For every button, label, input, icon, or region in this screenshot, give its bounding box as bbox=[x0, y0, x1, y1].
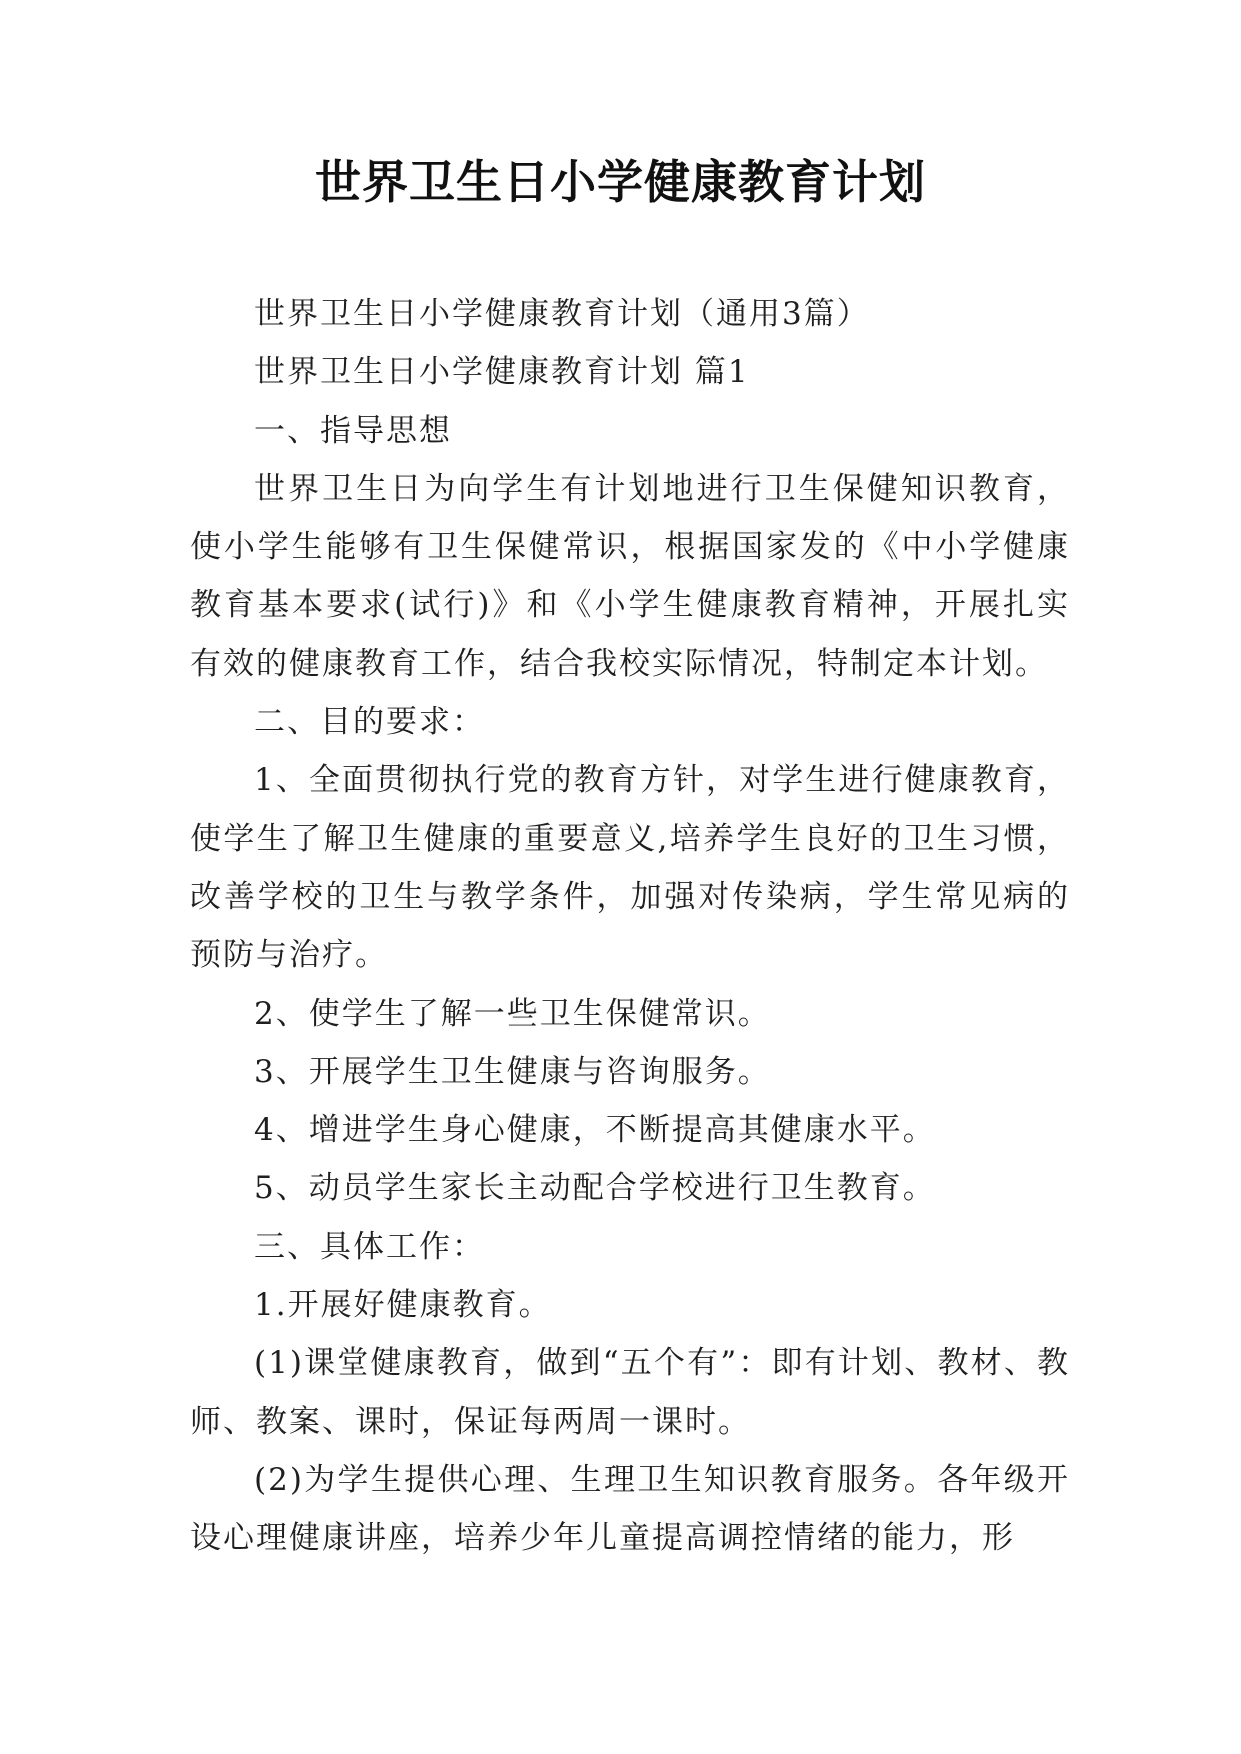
document-body bbox=[190, 285, 1070, 1568]
objective-item: 2、使学生了解一些卫生保健常识。 bbox=[254, 995, 771, 1032]
work-item-heading: 1.开展好健康教育。 bbox=[254, 1287, 552, 1324]
section-heading-objectives: 二、目的要求： bbox=[254, 704, 485, 741]
objective-item: 3、开展学生卫生健康与咨询服务。 bbox=[254, 1053, 771, 1090]
objective-item: 4、增进学生身心健康，不断提高其健康水平。 bbox=[254, 1112, 936, 1149]
paragraph-guiding-thought: 世界卫生日为向学生有计划地进行卫生保健知识教育，使小学生能够有卫生保健常识，根据国家发的《中小学健康教育基本要求(试行)》和《小学生健康教育精神，开展扎实有效的健康教育工作，结合我校实际情况，特制定本计划。 bbox=[190, 470, 1070, 682]
work-subitem: (1)课堂健康教育，做到“五个有”：即有计划、教材、教师、教案、课时，保证每两周一课时。 bbox=[190, 1345, 1070, 1440]
objective-item: 5、动员学生家长主动配合学校进行卫生教育。 bbox=[254, 1170, 936, 1207]
work-subitem: (2)为学生提供心理、生理卫生知识教育服务。各年级开设心理健康讲座，培养少年儿童提高调控情绪的能力，形 bbox=[190, 1461, 1070, 1557]
paragraph-part-heading: 世界卫生日小学健康教育计划 篇1 bbox=[254, 354, 750, 391]
paragraph-subtitle: 世界卫生日小学健康教育计划（通用3篇） bbox=[254, 296, 870, 332]
document-title: 世界卫生日小学健康教育计划 bbox=[315, 155, 926, 209]
objective-item: 1、全面贯彻执行党的教育方针，对学生进行健康教育，使学生了解卫生健康的重要意义,培养学生良好的卫生习惯，改善学校的卫生与教学条件，加强对传染病，学生常见病的预防与治疗。 bbox=[190, 762, 1070, 974]
section-heading-specific-work: 三、具体工作： bbox=[254, 1228, 485, 1265]
section-heading-guiding-thought: 一、指导思想 bbox=[254, 412, 452, 449]
